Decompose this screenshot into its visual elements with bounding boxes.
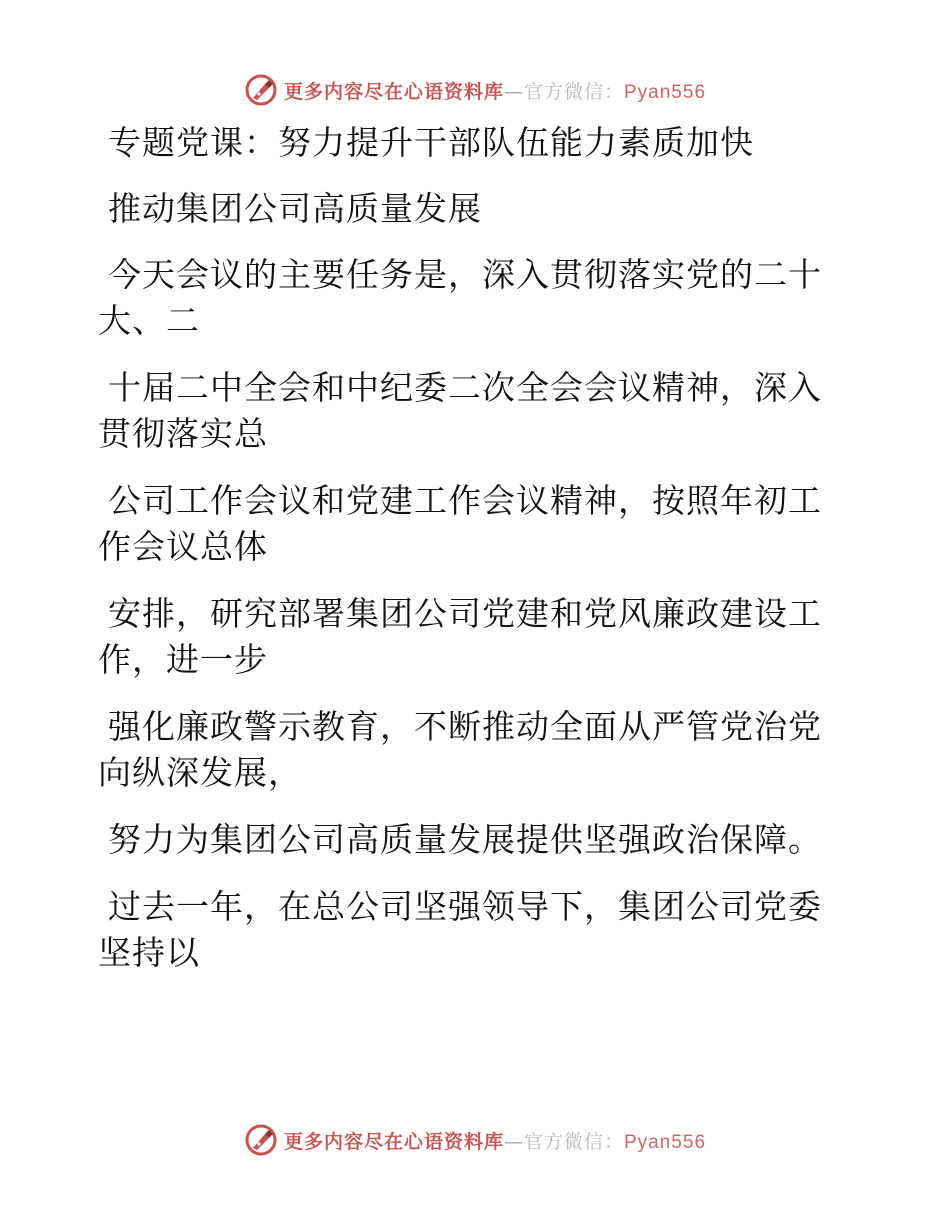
banner-label: 官方微信： [523,80,624,103]
body-paragraph: 强化廉政警示教育，不断推动全面从严管党治党向纵深发展， [98,707,822,792]
banner-separator: — [503,1130,524,1153]
footer-watermark-banner [0,1120,950,1160]
document-title-line-2: 推动集团公司高质量发展 [108,189,482,228]
body-paragraph: 安排，研究部署集团公司党建和党风廉政建设工作，进一步 [98,594,822,679]
banner-handle: Pyan556 [624,1131,707,1153]
body-paragraph: 努力为集团公司高质量发展提供坚强政治保障。 [108,820,822,859]
banner-label: 官方微信： [523,1130,624,1153]
body-paragraph: 今天会议的主要任务是，深入贯彻落实党的二十大、二 [98,255,822,340]
pen-nib-logo-icon [244,73,278,107]
banner-text [284,77,706,104]
document-title-line-1: 专题党课：努力提升干部队伍能力素质加快 [108,123,754,162]
body-paragraph: 十届二中全会和中纪委二次全会会议精神，深入贯彻落实总 [98,368,822,453]
banner-brand: 更多内容尽在心语资料库 [283,1130,504,1153]
body-paragraph: 公司工作会议和党建工作会议精神，按照年初工作会议总体 [98,481,822,566]
body-paragraph: 过去一年，在总公司坚强领导下，集团公司党委坚持以 [98,887,822,972]
banner-text [284,1127,706,1154]
banner-brand: 更多内容尽在心语资料库 [283,80,504,103]
pen-nib-logo-icon [244,1123,278,1157]
header-watermark-banner [0,70,950,110]
banner-handle: Pyan556 [624,81,707,103]
banner-separator: — [503,80,524,103]
document-body [98,120,833,997]
